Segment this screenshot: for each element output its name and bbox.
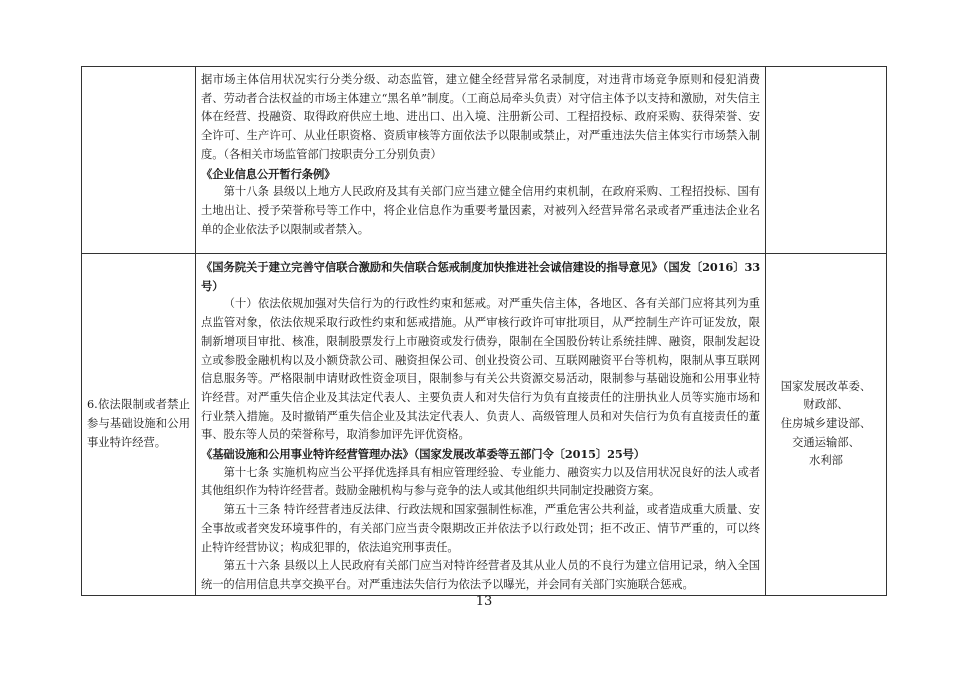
legal-basis-text <box>196 254 765 595</box>
paragraph: 据市场主体信用状况实行分类分级、动态监管，建立健全经营异常名录制度，对违背市场竞争原则和侵犯消费者、劳动者合法权益的市场主体建立“黑名单”制度。（工商总局牵头负责）对守信主体予以支持和激励，对失信主体在经营、投融资、取得政府供应土地、进出口、出入境、注册新公司、工程招投标、政府采购、获得荣誉、安全许可、生产许可、从业任职资格、资质审核等方面依法予以限制或禁止，对严重违法失信主体实行市场禁入制度。（各相关市场监管部门按职责分工分别负责） <box>201 73 760 161</box>
legal-basis-text <box>196 67 765 239</box>
measure-cell <box>82 254 196 596</box>
measure-text: 6.依法限制或者禁止参与基础设施和公用事业特许经营。 <box>87 398 190 449</box>
department-cell <box>766 254 887 596</box>
department-name: 住房城乡建设部、 <box>780 416 872 430</box>
policy-table <box>81 66 887 596</box>
article-paragraph: （十）依法依规加强对失信行为的行政性约束和惩戒。对严重失信主体，各地区、各有关部门应将其列为重点监管对象，依法依规采取行政性约束和惩戒措施。从严审核行政许可审批项目，从严控制生产许可证发放，限制新增项目审批、核准，限制股票发行上市融资或发行债券，限制在全国股份转让系统挂牌、融资，限制发起设立或参股金融机构以及小额贷款公司、融资担保公司、创业投资公司、互联网融资平台等机构，限制从事互联网信息服务等。严格限制申请财政性资金项目，限制参与有关公共资源交易活动，限制参与基础设施和公用事业特许经营。对严重失信企业及其法定代表人、主要负责人和对失信行为负有直接责任的注册执业人员等实施市场和行业禁入措施。及时撤销严重失信企业及其法定代表人、负责人、高级管理人员和对失信行为负有直接责任的董事、股东等人员的荣誉称号，取消参加评先评优资格。 <box>201 297 760 442</box>
law-title: 《企业信息公开暂行条例》 <box>201 166 336 181</box>
article-paragraph: 第五十三条 特许经营者违反法律、行政法规和国家强制性标准，严重危害公共利益，或者造成重大质量、安全事故或者突发环境事件的，有关部门应当责令限期改正并依法予以行政处罚；拒不改正、情节严重的，可以终止特许经营协议；构成犯罪的，依法追究刑事责任。 <box>201 503 760 554</box>
article-paragraph: 第十七条 实施机构应当公平择优选择具有相应管理经验、专业能力、融资实力以及信用状况良好的法人或者其他组织作为特许经营者。鼓励金融机构与参与竞争的法人或其他组织共同制定投融资方案。 <box>201 465 760 498</box>
department-name: 水利部 <box>809 454 843 468</box>
department-name: 财政部、 <box>803 398 849 412</box>
legal-basis-cell <box>196 67 766 254</box>
department-cell <box>766 67 887 254</box>
table-row <box>82 67 887 254</box>
department-name: 交通运输部、 <box>792 435 860 449</box>
legal-basis-cell <box>196 254 766 596</box>
article-paragraph: 第五十六条 县级以上人民政府有关部门应当对特许经营者及其从业人员的不良行为建立信用记录，纳入全国统一的信用信息共享交换平台。对严重违法失信行为依法予以曝光，并会同有关部门实施联合惩戒。 <box>201 559 760 591</box>
article-paragraph: 第十八条 县级以上地方人民政府及其有关部门应当建立健全信用约束机制，在政府采购、工程招投标、国有土地出让、授予荣誉称号等工作中，将企业信息作为重要考量因素，对被列入经营异常名录或者严重违法企业名单的企业依法予以限制或者禁入。 <box>201 185 760 236</box>
page-number: 13 <box>475 594 493 609</box>
table-row <box>82 254 887 596</box>
department-name: 国家发展改革委、 <box>780 379 872 393</box>
law-title: 《基础设施和公用事业特许经营管理办法》（国家发展改革委等五部门令〔2015〕25号） <box>201 447 646 462</box>
department-list <box>766 378 886 472</box>
measure-cell <box>82 67 196 254</box>
law-title: 《国务院关于建立完善守信联合激励和失信联合惩戒制度加快推进社会诚信建设的指导意见》（国发〔2016〕33号） <box>201 260 760 293</box>
